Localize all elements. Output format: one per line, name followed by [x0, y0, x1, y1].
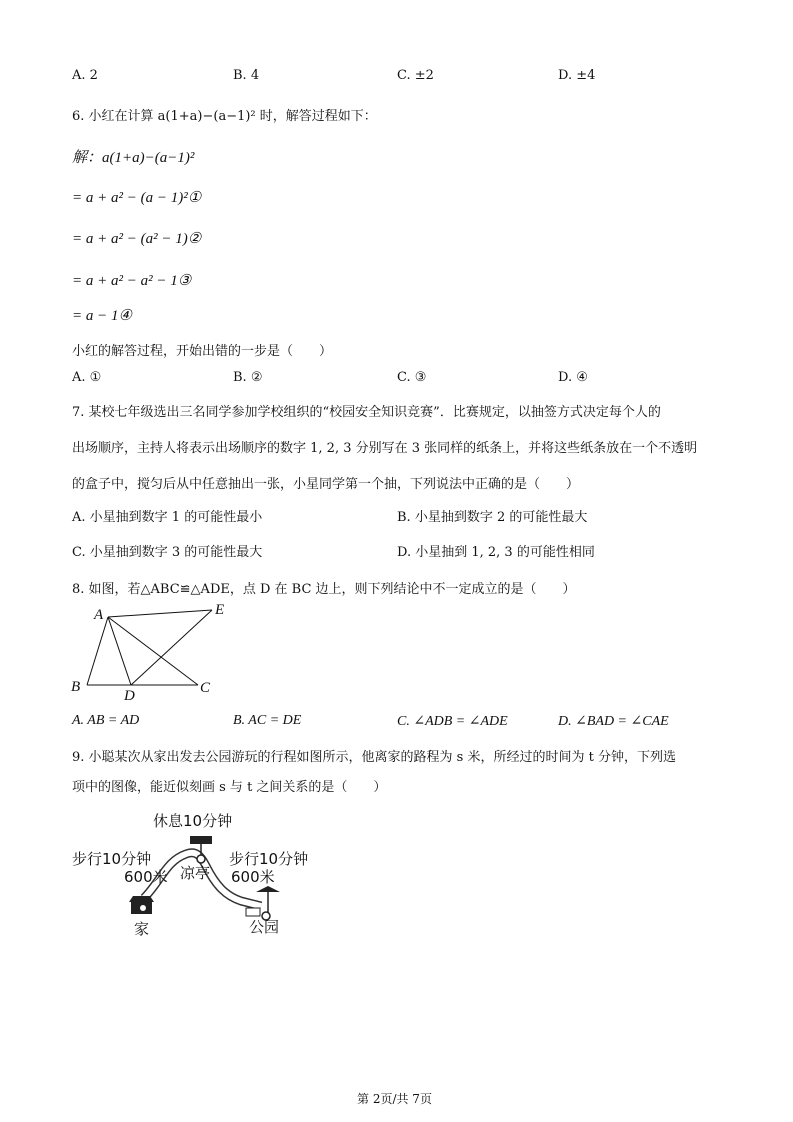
- label-dist-left: 600米: [124, 868, 168, 886]
- q8-option-d: D. ∠BAD = ∠CAE: [558, 714, 669, 729]
- q7-line-1: 7. 某校七年级选出三名同学参加学校组织的“校园安全知识竞赛”．比赛规定，以抽签方式决定每个人的: [72, 405, 661, 420]
- label-home: 家: [134, 920, 150, 938]
- label-park: 公园: [249, 918, 280, 936]
- segment-ac: [108, 617, 198, 685]
- q6-step-2: = a + a² − (a² − 1)②: [72, 231, 202, 247]
- q6-option-d: D. ④: [558, 370, 588, 385]
- q8-option-b: B. AC = DE: [233, 713, 302, 728]
- q7-option-a: A. 小星抽到数字 1 的可能性最小: [72, 510, 263, 525]
- label-walk-right: 步行10分钟: [229, 850, 309, 868]
- q5-option-b: B. 4: [233, 68, 260, 83]
- q9-route-figure: [66, 806, 336, 946]
- label-c: C: [200, 680, 211, 696]
- page-number: 第 2页/共 7页: [357, 1092, 432, 1106]
- label-b: B: [71, 679, 81, 695]
- q6-option-a: A. ①: [72, 370, 102, 385]
- label-dist-right: 600米: [231, 868, 275, 886]
- segment-ad: [108, 617, 131, 685]
- label-e: E: [215, 602, 225, 618]
- label-d: D: [124, 688, 135, 702]
- segment-ae: [108, 610, 212, 617]
- q8-triangle-figure: [66, 598, 236, 702]
- q7-line-2: 出场顺序，主持人将表示出场顺序的数字 1, 2, 3 分别写在 3 张同样的纸条上，并将这些纸条放在一个不透明: [72, 441, 698, 456]
- segment-ab: [87, 617, 108, 685]
- label-rest: 休息10分钟: [153, 812, 233, 830]
- q5-option-a: A. 2: [72, 68, 98, 83]
- q6-question: 小红的解答过程，开始出错的一步是（ ）: [72, 344, 333, 359]
- q5-option-d: D. ±4: [558, 68, 596, 83]
- q8-stem: 8. 如图，若△ABC≌△ADE，点 D 在 BC 边上，则下列结论中不一定成立的是（ ）: [72, 582, 576, 597]
- q6-step-4: = a − 1④: [72, 308, 132, 324]
- q8-option-c: C. ∠ADB = ∠ADE: [397, 714, 508, 729]
- q8-option-a: A. AB = AD: [72, 713, 140, 728]
- q6-option-b: B. ②: [233, 370, 263, 385]
- home-icon: [129, 896, 154, 914]
- q6-step-1: = a + a² − (a − 1)²①: [72, 190, 202, 206]
- q9-line-2: 项中的图像，能近似刻画 s 与 t 之间关系的是（ ）: [72, 780, 387, 795]
- q7-line-3: 的盒子中，搅匀后从中任意抽出一张，小星同学第一个抽，下列说法中正确的是（ ）: [72, 477, 580, 492]
- q6-stem: 6. 小红在计算 a(1+a)−(a−1)² 时，解答过程如下：: [72, 109, 377, 124]
- q7-option-d: D. 小星抽到 1, 2, 3 的可能性相同: [397, 545, 595, 560]
- label-pavilion: 凉亭: [180, 864, 211, 882]
- q7-option-b: B. 小星抽到数字 2 的可能性最大: [397, 510, 588, 525]
- segment-de: [131, 610, 212, 685]
- label-walk-left: 步行10分钟: [72, 850, 152, 868]
- q6-step-0: 解：a(1+a)−(a−1)²: [72, 150, 195, 166]
- label-a: A: [94, 607, 104, 623]
- q6-option-c: C. ③: [397, 370, 427, 385]
- q9-line-1: 9. 小聪某次从家出发去公园游玩的行程如图所示，他离家的路程为 s 米，所经过的时间为 t 分钟，下列选: [72, 750, 676, 765]
- q7-option-c: C. 小星抽到数字 3 的可能性最大: [72, 545, 263, 560]
- q5-option-c: C. ±2: [397, 68, 434, 83]
- q6-step-3: = a + a² − a² − 1③: [72, 273, 192, 289]
